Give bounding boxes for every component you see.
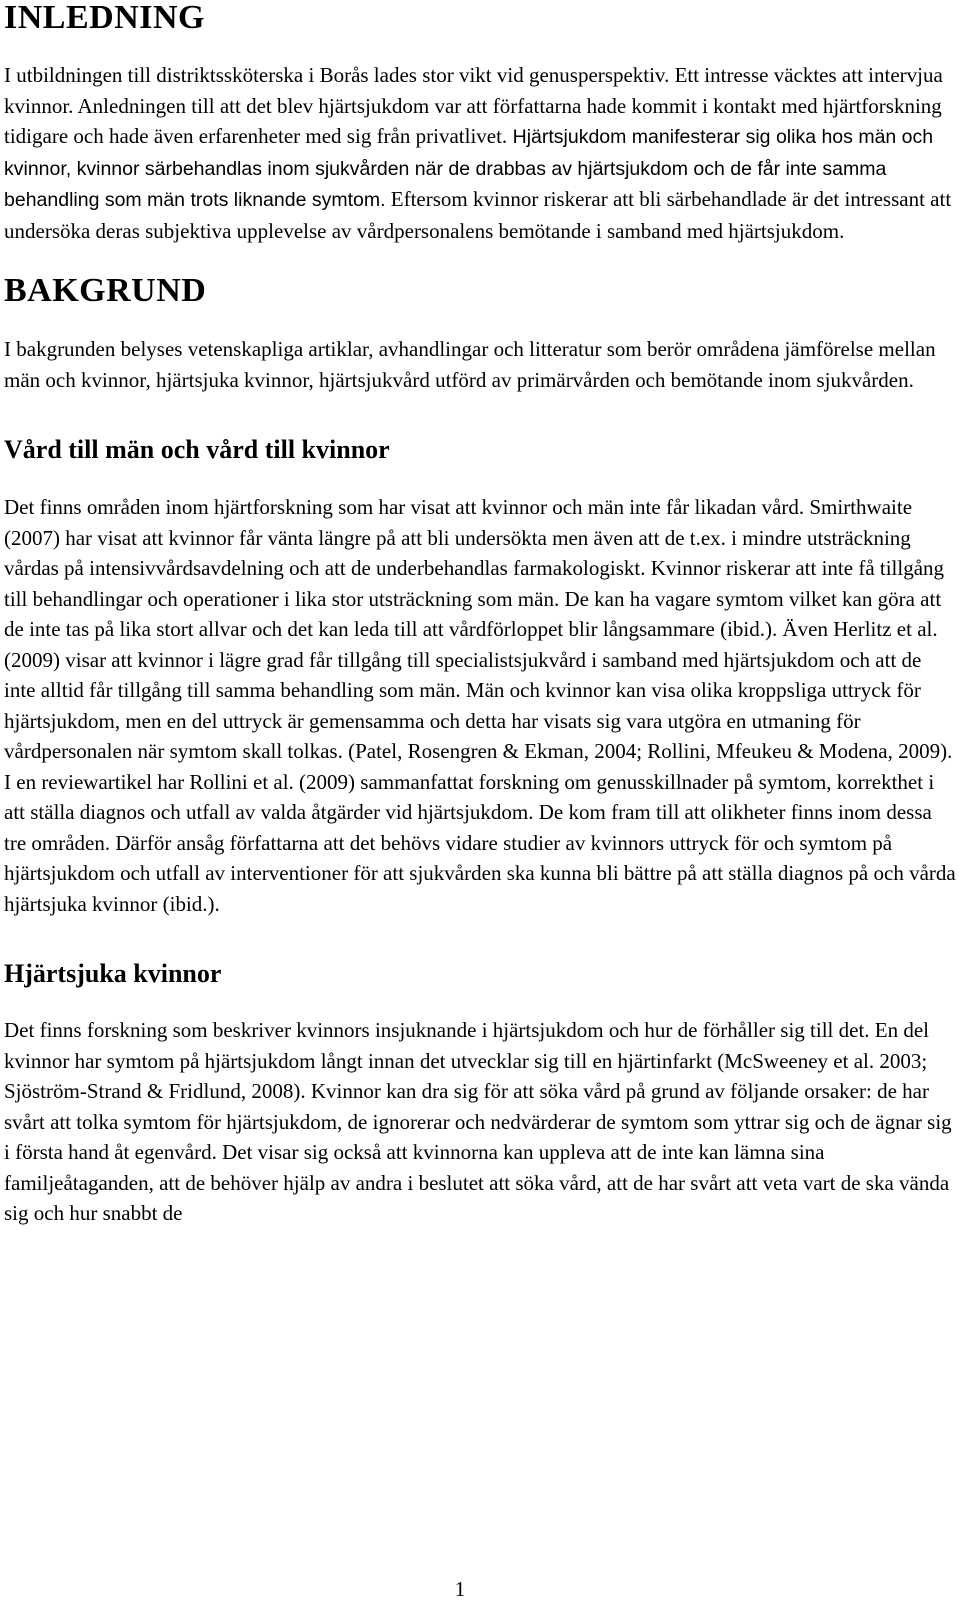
heading-bakgrund: BAKGRUND — [4, 272, 207, 309]
paragraph-inledning-part3: Eftersom kvinnor riskerar att bli särbehandlade är det intressant att undersöka deras subjektiva upplevelse av vårdpersonalens bemötande i samband med hjärtsjukdom. — [4, 187, 952, 243]
paragraph-hjartsjuka-kvinnor: Det finns forskning som beskriver kvinnors insjuknande i hjärtsjukdom och hur de förhåller sig till det. En del kvinnor har symtom på hjärtsjukdom långt innan det utvecklar sig till en hjärtinfarkt (McSweeney et al. 2003; Sjöström-Strand & Fridlund, 2008). Kvinnor kan dra sig för att söka vård på grund av följande orsaker: de har svårt att tolka symtom för hjärtsjukdom, de ignorerar och nedvärderar de symtom som yttrar sig och de ägnar sig i första hand åt egenvård. Det visar sig också att kvinnorna kan uppleva att de inte kan lämna sina familjeåtaganden, att de behöver hjälp av andra i beslutet att söka vård, att de har svårt att veta vart de ska vända sig och hur snabbt de — [4, 1018, 952, 1225]
paragraph-vard-till-man-och-kvinnor: Det finns områden inom hjärtforskning som har visat att kvinnor och män inte får likadan vård. Smirthwaite (2007) har visat att kvinnor får vänta längre på att bli undersökta men även att de t.ex. i mindre utsträckning vårdas på intensivvårdsavdelning och att de underbehandlas farmakologiskt. Kvinnor riskerar att inte få tillgång till behandlingar och operationer i lika stor utsträckning som män. De kan ha vagare symtom vilket kan göra att de inte tas på lika stort allvar och det kan leda till att vårdförloppet blir långsammare (ibid.). Även Herlitz et al. (2009) visar att kvinnor i lägre grad får tillgång till specialistsjukvård i samband med hjärtsjukdom och att de inte alltid får tillgång till samma behandling som män. Män och kvinnor kan visa olika kroppsliga uttryck för hjärtsjukdom, men en del uttryck är gemensamma och detta har visats sig vara utgöra en utmaning för vårdpersonalen när symtom skall tolkas. (Patel, Rosengren & Ekman, 2004; Rollini, Mfeukeu & Modena, 2009). I en reviewartikel har Rollini et al. (2009) sammanfattat forskning om genusskillnader på symtom, korrekthet i att ställa diagnos och utfall av valda åtgärder vid hjärtsjukdom. De kom fram till att olikheter finns inom dessa tre områden. Därför ansåg författarna att det behövs vidare studier av kvinnors uttryck för och symtom på hjärtsjukdom och utfall av interventioner för att sjukvården ska kunna bli bättre på att ställa diagnos på och vårda hjärtsjuka kvinnor (ibid.). — [4, 495, 956, 916]
heading-vard-till-man-och-kvinnor: Vård till män och vård till kvinnor — [4, 435, 390, 464]
heading-inledning: INLEDNING — [4, 0, 205, 36]
paragraph-inledning — [4, 60, 956, 246]
page-number: 1 — [454, 1577, 466, 1601]
paragraph-bakgrund: I bakgrunden belyses vetenskapliga artiklar, avhandlingar och litteratur som berör områdena jämförelse mellan män och kvinnor, hjärtsjuka kvinnor, hjärtsjukvård utförd av primärvården och bemötande inom sjukvården. — [4, 337, 936, 392]
paragraph-inledning-part1: I utbildningen till distriktssköterska i Borås lades stor vikt vid genusperspektiv. Ett intresse väcktes att intervjua kvinnor. Anledningen till att det blev hjärtsjukdom var att författarna hade kommit i kontakt med hjärtforskning tidigare och hade även erfarenheter med sig från privatlivet. — [4, 63, 943, 148]
paragraph-inledning-part2: Hjärtsjukdom manifesterar sig olika hos män och kvinnor, kvinnor särbehandlas inom sjukvården när de drabbas av hjärtsjukdom och de får inte samma behandling som män trots liknande symtom. — [4, 126, 934, 211]
heading-hjartsjuka-kvinnor: Hjärtsjuka kvinnor — [4, 959, 222, 988]
document-page — [4, 0, 956, 1229]
